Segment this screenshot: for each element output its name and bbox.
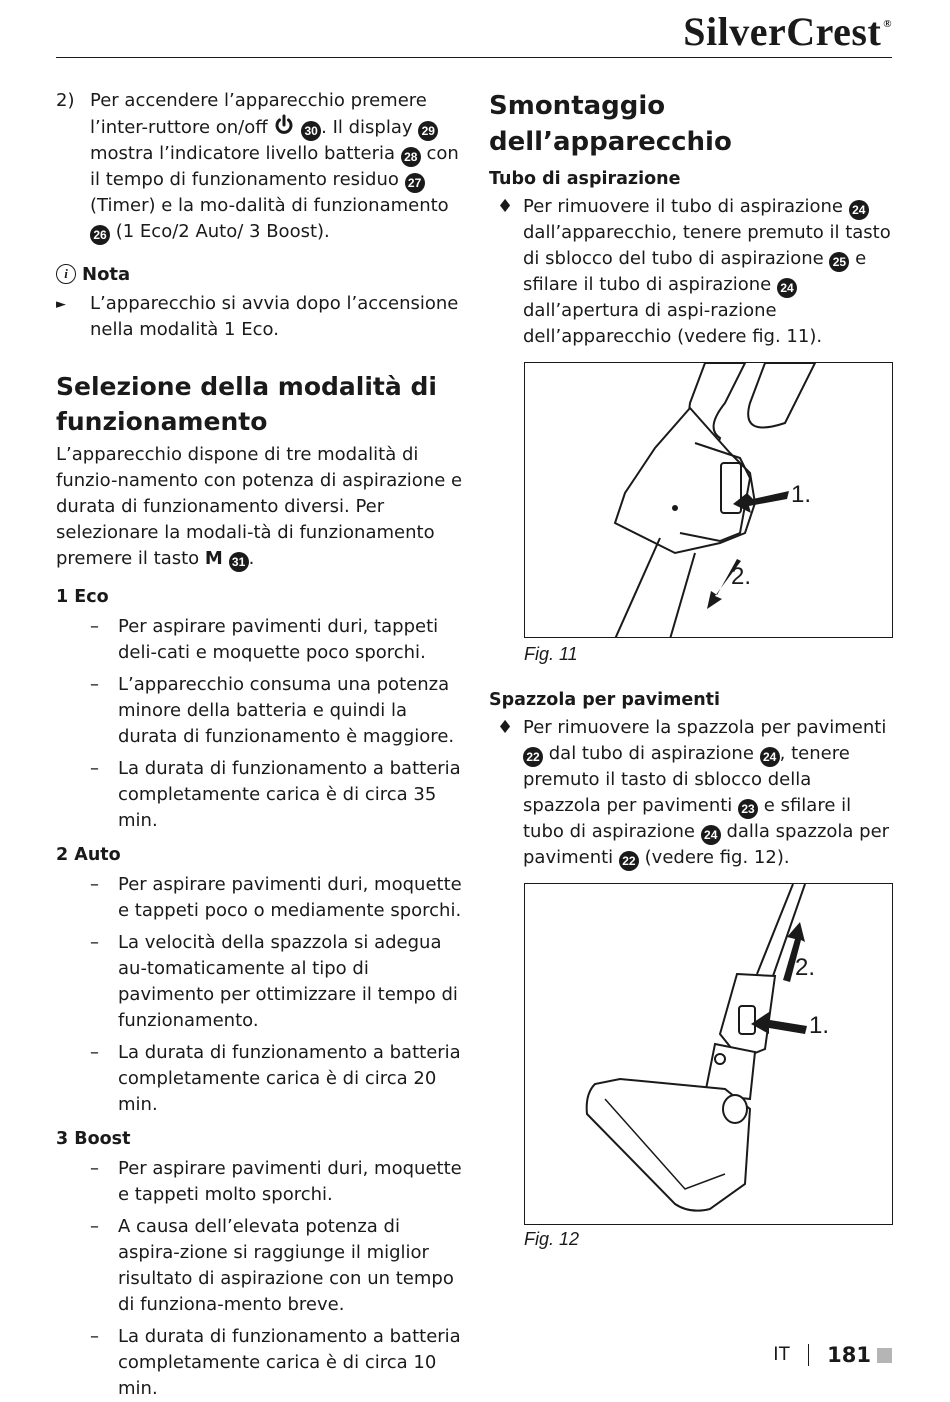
list-item-text: L’apparecchio consuma una potenza minore della batteria e quindi la durata di funzionamento è maggiore. xyxy=(118,674,455,747)
note-text: L’apparecchio si avvia dopo l’accensione nella modalità 1 Eco. xyxy=(90,293,459,340)
diamond-bullet-icon: ♦ xyxy=(497,717,514,738)
text-part: dalla spazzola per pavimenti xyxy=(523,821,890,868)
info-icon: i xyxy=(56,264,76,284)
mode-auto-title: 2 Auto xyxy=(56,845,121,865)
ref-23: 23 xyxy=(738,799,758,819)
fig12-caption: Fig. 12 xyxy=(524,1229,580,1249)
triangle-bullet-icon: ► xyxy=(56,297,66,312)
dash-bullet: – xyxy=(90,932,99,953)
text-part: Per rimuovere la spazzola per pavimenti xyxy=(523,717,887,738)
square-marker-icon xyxy=(877,1348,892,1363)
list-item xyxy=(56,1156,464,1208)
brush-instruction-text xyxy=(523,715,893,871)
tube-instruction xyxy=(489,194,893,350)
step-text-part: . Il display xyxy=(321,117,413,138)
page-footer xyxy=(773,1343,892,1367)
diamond-bullet-icon: ♦ xyxy=(497,196,514,217)
text-part: dall’apparecchio, tenere premuto il tasto di sblocco del tubo di aspirazione xyxy=(523,222,891,269)
text-part: dall’apertura di aspi-razione dell’apparecchio (vedere fig. 11). xyxy=(523,300,823,347)
note-item xyxy=(56,291,464,343)
list-item-text: A causa dell’elevata potenza di aspira-zione si raggiunge il miglior risultato di aspirazione con un tempo di funziona-mento breve. xyxy=(118,1216,454,1315)
step-text-part: Per accendere l’apparecchio premere l’inter-ruttore on/off xyxy=(90,90,427,138)
mode-eco-title: 1 Eco xyxy=(56,587,109,607)
text-part: (vedere fig. 12). xyxy=(644,847,790,868)
ref-27: 27 xyxy=(405,173,425,193)
list-item-text: La durata di funzionamento a batteria completamente carica è di circa 20 min. xyxy=(118,1042,461,1115)
list-item-text: La durata di funzionamento a batteria completamente carica è di circa 10 min. xyxy=(118,1326,461,1399)
text-part: Per rimuovere il tubo di aspirazione xyxy=(523,196,844,217)
modes-intro-text: L’apparecchio dispone di tre modalità di funzio-namento con potenza di aspirazione e durata di funzionamento diversi. Per selezionare la modali-tà di funzionamento premere il tasto xyxy=(56,444,463,569)
footer-divider xyxy=(808,1344,809,1366)
brand-logo xyxy=(683,8,892,55)
section-title-modes: Selezione della modalità di funzionamento xyxy=(56,372,437,436)
key-m: M xyxy=(204,548,223,569)
figure-11 xyxy=(524,362,893,638)
list-item-text: La durata di funzionamento a batteria completamente carica è di circa 35 min. xyxy=(118,758,461,831)
dash-bullet: – xyxy=(90,1326,99,1347)
text-part: e sfilare il tubo di aspirazione xyxy=(523,795,852,842)
fig11-label-1: 1. xyxy=(791,481,812,508)
text-part: dal tubo di aspirazione xyxy=(548,743,754,764)
tube-title: Tubo di aspirazione xyxy=(489,169,681,189)
mode-boost-title: 3 Boost xyxy=(56,1129,131,1149)
dash-bullet: – xyxy=(90,1216,99,1237)
ref-29: 29 xyxy=(418,121,438,141)
list-item xyxy=(56,930,464,1034)
list-item xyxy=(56,614,464,666)
registered-mark: ® xyxy=(883,18,892,30)
dash-bullet: – xyxy=(90,616,99,637)
list-item xyxy=(56,1214,464,1318)
list-item-text: Per aspirare pavimenti duri, tappeti deli-cati e moquette poco sporchi. xyxy=(118,616,439,663)
list-item-text: Per aspirare pavimenti duri, moquette e tappeti molto sporchi. xyxy=(118,1158,462,1205)
header-rule xyxy=(56,57,892,58)
list-item-text: La velocità della spazzola si adegua au-tomaticamente al tipo di pavimento per ottimizzare il tempo di funzionamento. xyxy=(118,932,458,1031)
modes-intro xyxy=(56,442,464,572)
list-item xyxy=(56,1324,464,1402)
dash-bullet: – xyxy=(90,874,99,895)
section-title-disassembly: Smontaggio dell’apparecchio xyxy=(489,91,732,157)
ref-25: 25 xyxy=(829,252,849,272)
ref-22: 22 xyxy=(619,851,639,871)
list-item xyxy=(56,1040,464,1118)
fig11-illustration xyxy=(525,363,893,638)
tube-instruction-text xyxy=(523,194,893,350)
power-icon xyxy=(273,114,295,136)
list-item xyxy=(56,872,464,924)
brush-instruction xyxy=(489,715,893,871)
fig12-label-2: 2. xyxy=(795,954,816,981)
step-text-part: mostra l’indicatore livello batteria xyxy=(90,143,396,164)
ref-26: 26 xyxy=(90,225,110,245)
step-text-part: (1 Eco/2 Auto/ 3 Boost). xyxy=(115,221,330,242)
ref-24: 24 xyxy=(701,825,721,845)
step-number: 2) xyxy=(56,90,75,111)
modes-intro-end: . xyxy=(248,548,255,569)
note-heading xyxy=(56,261,464,287)
list-item-text: Per aspirare pavimenti duri, moquette e tappeti poco o mediamente sporchi. xyxy=(118,874,462,921)
step-2 xyxy=(56,88,464,245)
list-item xyxy=(56,756,464,834)
page-number: 181 xyxy=(827,1343,871,1367)
dash-bullet: – xyxy=(90,1042,99,1063)
fig12-label-1: 1. xyxy=(809,1012,830,1039)
ref-30: 30 xyxy=(301,121,321,141)
dash-bullet: – xyxy=(90,1158,99,1179)
note-title: Nota xyxy=(82,263,131,285)
brush-title: Spazzola per pavimenti xyxy=(489,690,721,710)
ref-24: 24 xyxy=(777,278,797,298)
figure-12 xyxy=(524,883,893,1225)
ref-31: 31 xyxy=(229,552,249,572)
right-column xyxy=(489,88,893,1250)
text-part: , tenere premuto il tasto di sblocco della spazzola per pavimenti xyxy=(523,743,850,816)
left-column xyxy=(56,88,464,1402)
ref-22: 22 xyxy=(523,747,543,767)
fig12-illustration xyxy=(525,884,893,1225)
dash-bullet: – xyxy=(90,674,99,695)
ref-24: 24 xyxy=(760,747,780,767)
ref-28: 28 xyxy=(401,147,421,167)
step-text xyxy=(90,88,464,245)
text-part: e sfilare il tubo di aspirazione xyxy=(523,248,867,295)
language-code: IT xyxy=(773,1344,791,1365)
step-text-part: (Timer) e la mo-dalità di funzionamento xyxy=(90,195,449,216)
step-text-part: con il tempo di funzionamento residuo xyxy=(90,143,459,190)
dash-bullet: – xyxy=(90,758,99,779)
list-item xyxy=(56,672,464,750)
brand-name: SilverCrest xyxy=(683,9,882,54)
fig11-label-2: 2. xyxy=(731,563,752,590)
fig11-caption: Fig. 11 xyxy=(524,644,578,664)
ref-24: 24 xyxy=(849,200,869,220)
